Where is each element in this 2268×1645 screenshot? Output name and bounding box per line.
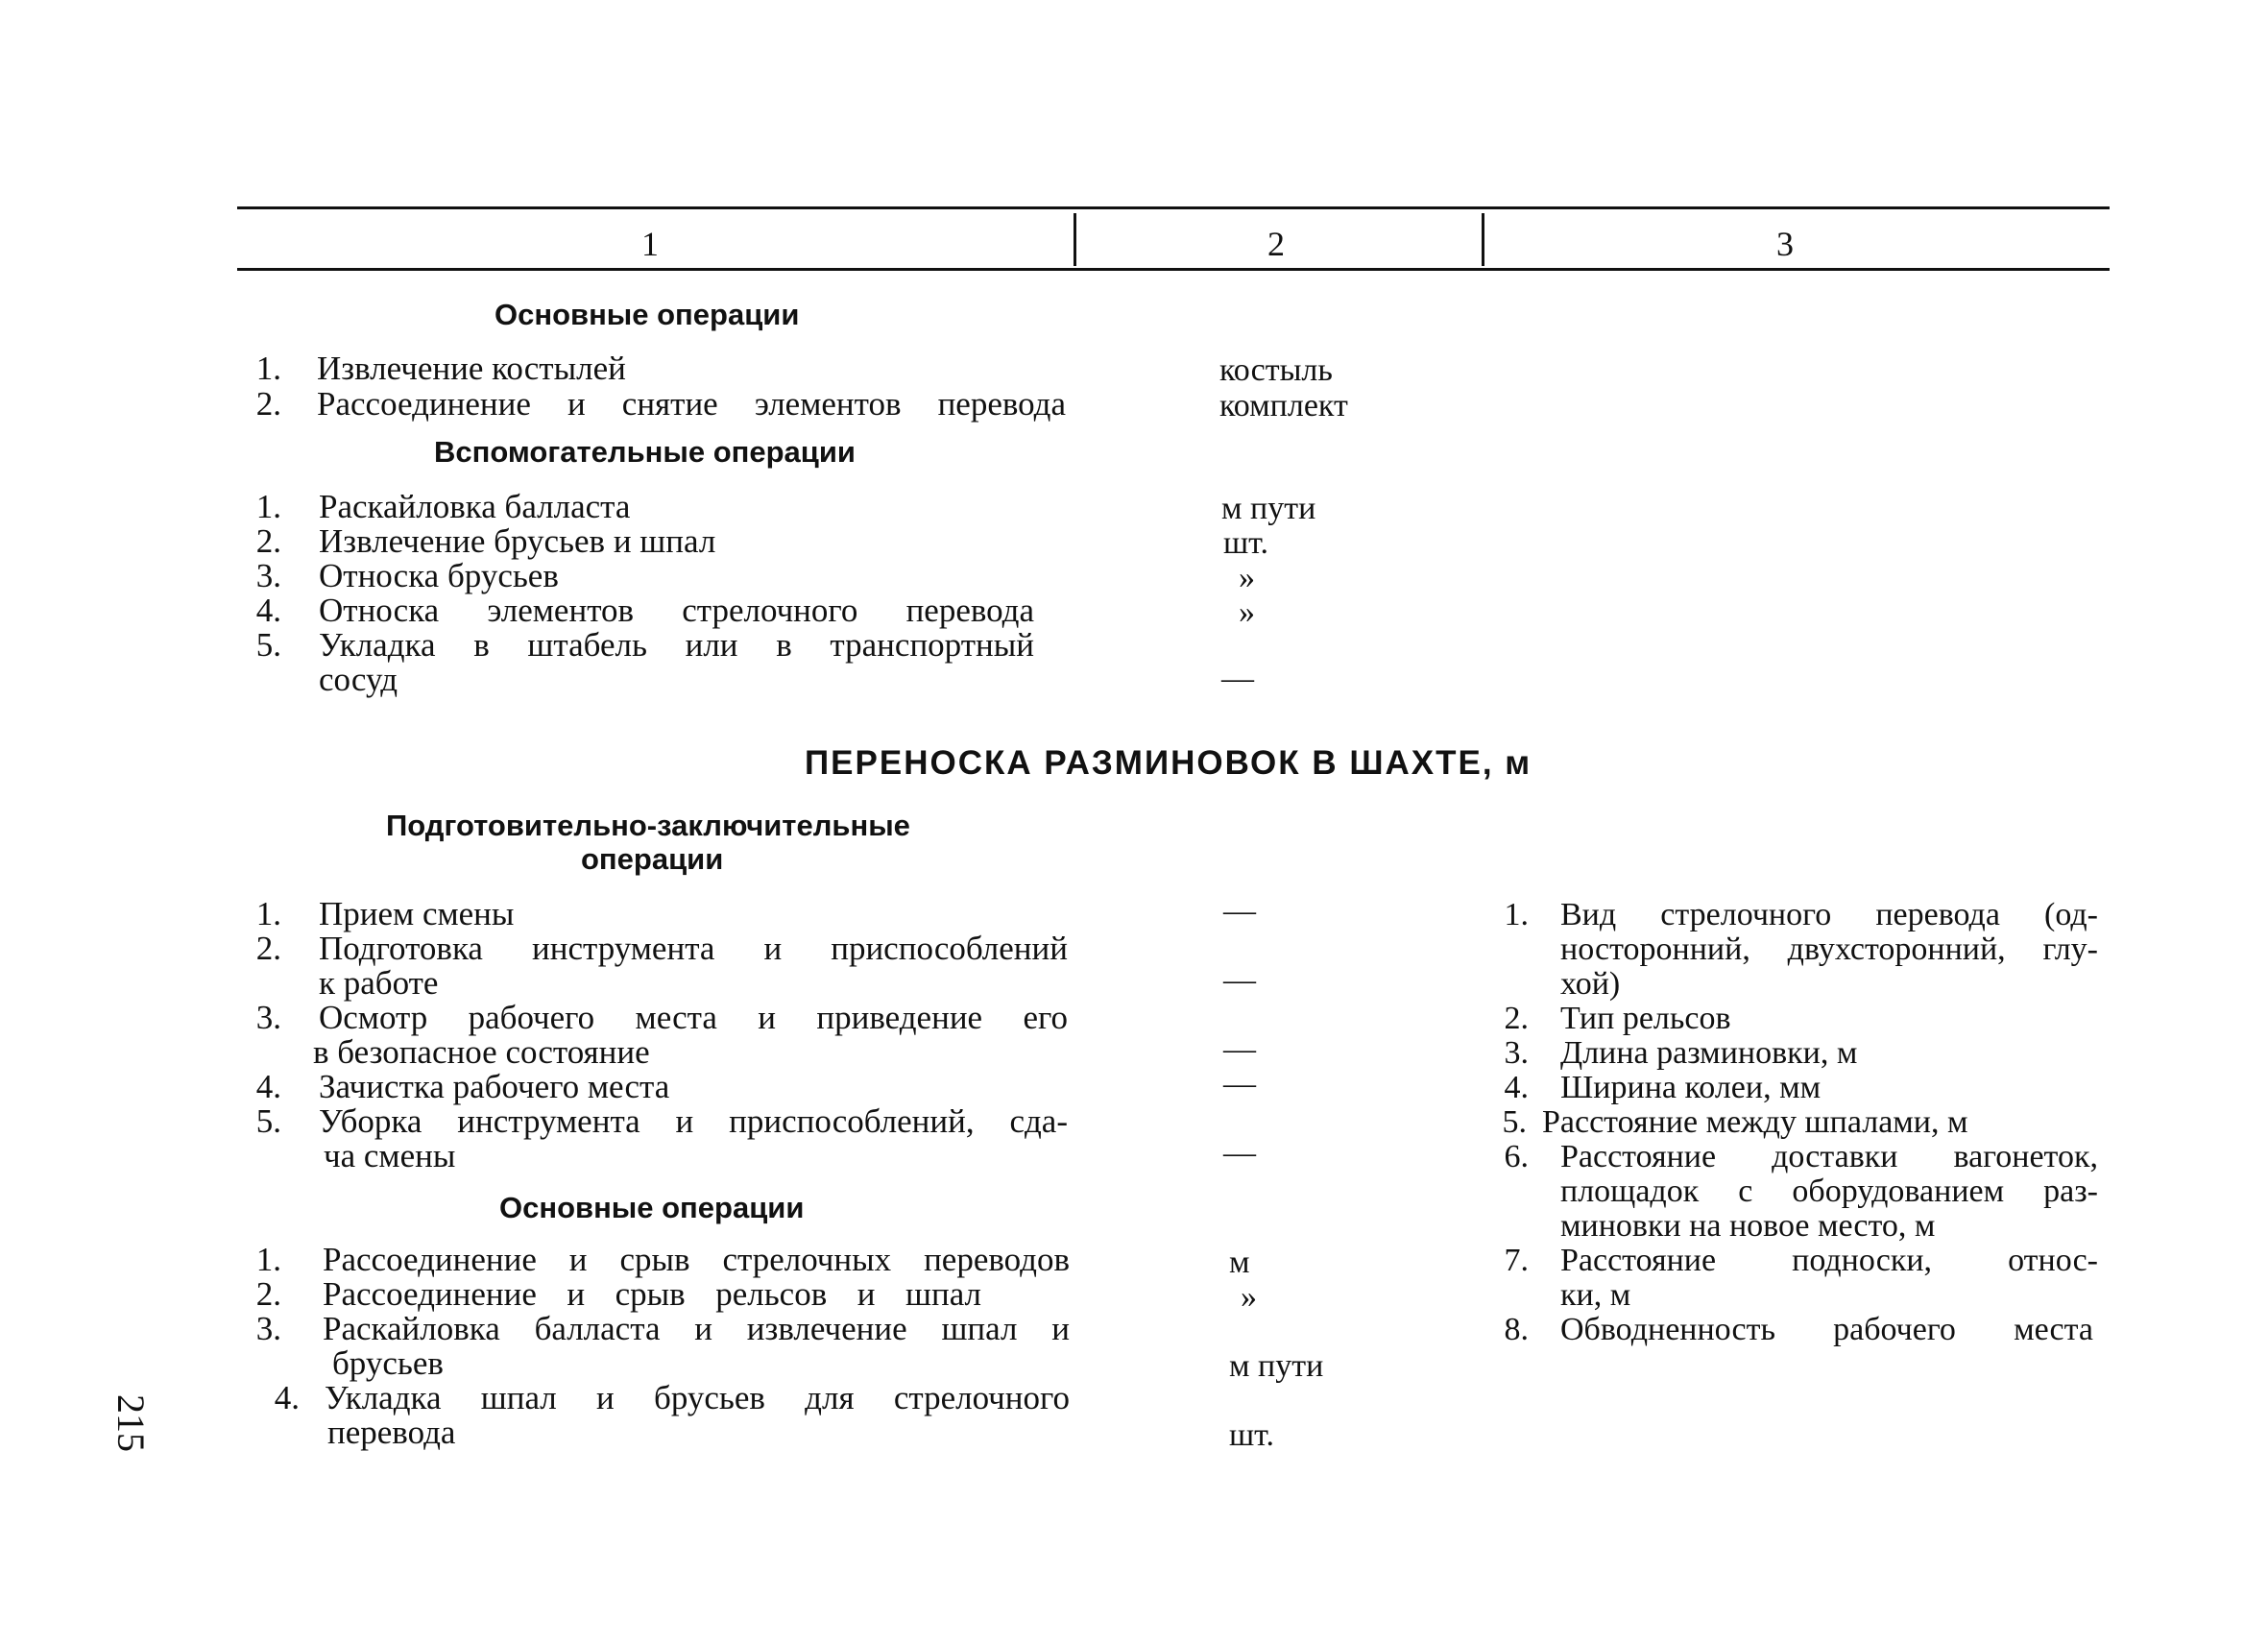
section2-prep-title-line2: операции: [581, 842, 724, 876]
factor-num-5: 5.: [1502, 1104, 1527, 1140]
s1-aux-text-2: Извлечение брусьев и шпал: [319, 522, 716, 560]
s2-prep-text-3-line1: Осмотр рабочего места и приведение его: [319, 999, 1068, 1036]
s1-aux-num-1: 1.: [255, 488, 281, 525]
s2-prep-text-3-line2: в безопасное состояние: [313, 1033, 650, 1071]
s1-aux-unit-2: шт.: [1223, 525, 1268, 561]
factor-6-line1: Расстояние доставки вагонеток,: [1560, 1139, 2098, 1174]
factor-7-line1: Расстояние подноски, относ-: [1560, 1243, 2098, 1278]
factor-1-line2: носторонний, двухсторонний, глу-: [1560, 931, 2098, 967]
s1-main-text-1: Извлечение костылей: [317, 350, 626, 387]
s1-main-unit-2: комплект: [1219, 388, 1348, 423]
s2-main-num-4: 4.: [274, 1379, 300, 1416]
s2-main-unit-2: »: [1241, 1279, 1257, 1315]
s2-main-text-3-line1: Раскайловка балласта и извлечение шпал и: [323, 1310, 1070, 1347]
s2-prep-unit-5: —: [1223, 1135, 1256, 1171]
s2-prep-text-5-line1: Уборка инструмента и приспособлений, сда-: [319, 1102, 1068, 1140]
column-3-header: 3: [1776, 225, 1794, 263]
s2-main-text-1: Рассоединение и срыв стрелочных переводов: [323, 1241, 1070, 1278]
factor-8-line1: Обводненность рабочего места: [1560, 1312, 2093, 1347]
table-top-rule: [237, 206, 2110, 209]
s2-prep-num-3: 3.: [255, 999, 281, 1036]
s2-prep-unit-2: —: [1223, 962, 1256, 998]
column-2-header: 2: [1267, 225, 1285, 263]
section1-aux-ops-title: Вспомогательные операции: [434, 435, 856, 469]
s2-prep-unit-3: —: [1223, 1031, 1256, 1067]
factor-num-1: 1.: [1504, 897, 1529, 932]
s1-main-unit-1: костыль: [1219, 352, 1333, 388]
s2-main-text-4-line1: Укладка шпал и брусьев для стрелочного: [325, 1379, 1070, 1416]
factor-6-line2: площадок с оборудованием раз-: [1560, 1173, 2098, 1209]
s1-aux-num-2: 2.: [255, 522, 281, 560]
factor-7-line2: ки, м: [1560, 1277, 1631, 1313]
table-header-bottom-rule: [237, 268, 2110, 271]
section1-main-ops-title: Основные операции: [495, 298, 800, 331]
s1-aux-unit-4: »: [1239, 594, 1255, 630]
s1-main-num-1: 1.: [255, 350, 281, 387]
page-number: 215: [109, 1394, 153, 1452]
s1-main-text-2: Рассоединение и снятие элементов перевода: [317, 385, 1066, 423]
s2-prep-text-1: Прием смены: [319, 895, 515, 932]
s2-main-num-3: 3.: [255, 1310, 281, 1347]
s2-prep-text-5-line2: ча смены: [324, 1137, 456, 1174]
s2-prep-num-5: 5.: [255, 1102, 281, 1140]
factor-1-line1: Вид стрелочного перевода (од-: [1560, 897, 2098, 932]
s2-main-text-3-line2: брусьев: [332, 1344, 444, 1382]
s2-prep-unit-1: —: [1223, 893, 1256, 929]
s1-aux-text-5-line1: Укладка в штабель или в транспортный: [319, 626, 1034, 664]
s2-main-text-4-line2: перевода: [327, 1414, 456, 1451]
s1-aux-unit-1: м пути: [1221, 491, 1316, 526]
s2-prep-num-4: 4.: [255, 1068, 281, 1105]
factor-num-7: 7.: [1504, 1243, 1529, 1278]
s1-aux-unit-5: —: [1221, 661, 1254, 696]
s1-aux-num-4: 4.: [255, 592, 281, 629]
s1-aux-text-4: Относка элементов стрелочного перевода: [319, 592, 1034, 629]
factor-2-line1: Тип рельсов: [1560, 1001, 1731, 1036]
s2-prep-num-1: 1.: [255, 895, 281, 932]
factor-num-8: 8.: [1504, 1312, 1529, 1347]
s2-main-unit-1: м: [1229, 1245, 1250, 1280]
s2-main-unit-4: шт.: [1229, 1417, 1274, 1453]
s2-prep-num-2: 2.: [255, 930, 281, 967]
factor-num-6: 6.: [1504, 1139, 1529, 1174]
section2-main-ops-title: Основные операции: [499, 1191, 805, 1224]
factor-1-line3: хой): [1560, 966, 1621, 1002]
s1-main-num-2: 2.: [255, 385, 281, 423]
section2-title: ПЕРЕНОСКА РАЗМИНОВОК В ШАХТЕ, м: [805, 744, 1532, 782]
factor-5-line1: Расстояние между шпалами, м: [1542, 1104, 1968, 1140]
s2-main-text-2: Рассоединение и срыв рельсов и шпал: [323, 1275, 981, 1313]
factor-num-3: 3.: [1504, 1035, 1529, 1071]
s1-aux-text-1: Раскайловка балласта: [319, 488, 631, 525]
factor-6-line3: миновки на новое место, м: [1560, 1208, 1936, 1244]
s1-aux-text-3: Относка брусьев: [319, 557, 559, 594]
s1-aux-num-5: 5.: [255, 626, 281, 664]
s2-main-num-2: 2.: [255, 1275, 281, 1313]
factor-4-line1: Ширина колеи, мм: [1560, 1070, 1822, 1105]
s2-main-num-1: 1.: [255, 1241, 281, 1278]
s2-prep-unit-4: —: [1223, 1066, 1256, 1101]
s2-prep-text-4: Зачистка рабочего места: [319, 1068, 670, 1105]
factor-3-line1: Длина разминовки, м: [1560, 1035, 1858, 1071]
s2-prep-text-2-line1: Подготовка инструмента и приспособлений: [319, 930, 1068, 967]
s1-aux-unit-3: »: [1239, 560, 1255, 595]
column-divider-1: [1074, 213, 1076, 266]
factor-num-2: 2.: [1504, 1001, 1529, 1036]
factor-num-4: 4.: [1504, 1070, 1529, 1105]
s2-main-unit-3: м пути: [1229, 1348, 1324, 1384]
column-1-header: 1: [641, 225, 659, 263]
section2-prep-title-line1: Подготовительно-заключительные: [386, 809, 910, 842]
column-divider-2: [1482, 213, 1484, 266]
s2-prep-text-2-line2: к работе: [319, 964, 439, 1002]
s1-aux-text-5-line2: сосуд: [319, 661, 398, 698]
s1-aux-num-3: 3.: [255, 557, 281, 594]
